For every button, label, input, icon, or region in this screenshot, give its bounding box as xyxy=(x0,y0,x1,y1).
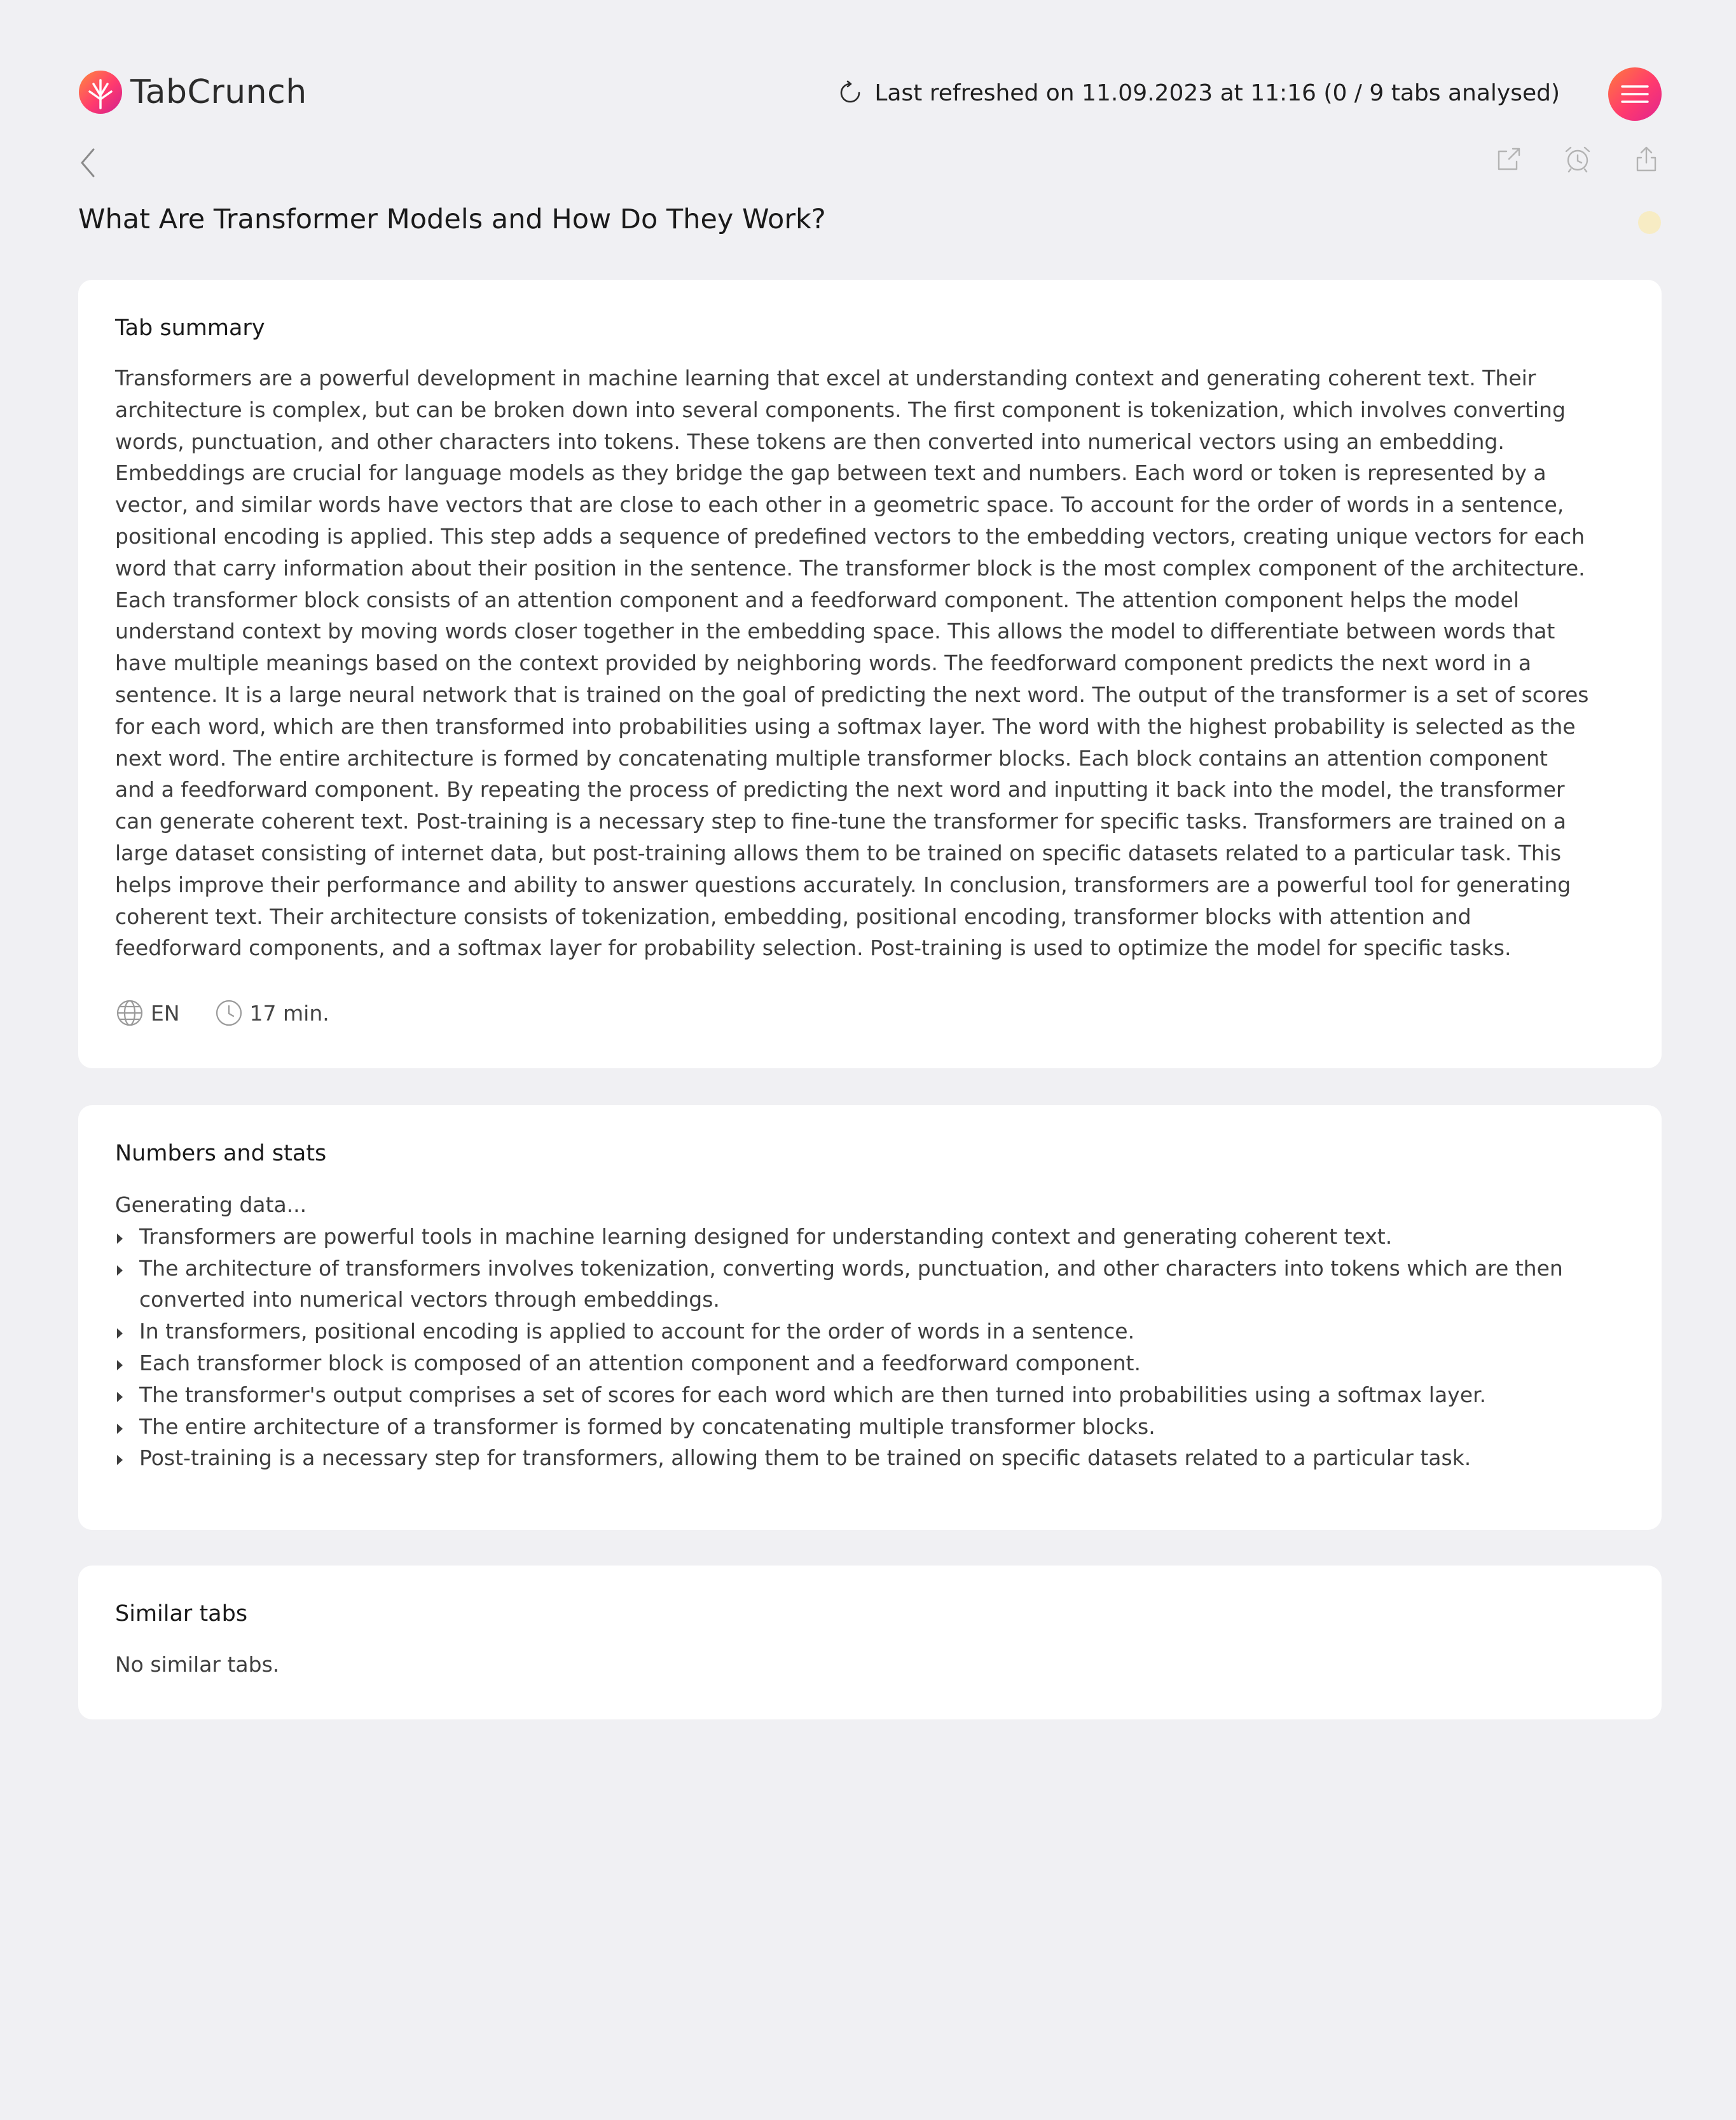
toolbar-actions xyxy=(1494,144,1662,174)
app-logo[interactable] xyxy=(78,70,307,114)
summary-line: positional encoding is applied. This step adds a sequence of predefined vectors to the embedding vectors, creating unique vectors for each xyxy=(115,523,1585,549)
language-indicator xyxy=(115,998,180,1028)
summary-line: can generate coherent text. Post-training is a necessary step to fine-tune the transformer for specific tasks. Transformers are trained on a xyxy=(115,809,1566,834)
summary-line: architecture is complex, but can be broken down into several components. The first component is tokenization, which involves converting xyxy=(115,397,1566,422)
back-arrow-icon xyxy=(78,147,97,179)
share-icon[interactable] xyxy=(1631,144,1662,174)
alarm-clock-icon[interactable] xyxy=(1562,144,1593,174)
summary-line: helps improve their performance and ability to answer questions accurately. In conclusion, transformers are a powerful tool for generating xyxy=(115,872,1571,897)
summary-meta xyxy=(115,998,364,1028)
reading-time-indicator xyxy=(214,998,329,1028)
refresh-status[interactable] xyxy=(836,79,1560,107)
tab-summary-heading: Tab summary xyxy=(115,315,265,341)
language-label: EN xyxy=(151,1000,180,1026)
open-external-icon[interactable] xyxy=(1494,144,1524,174)
stats-list-item: In transformers, positional encoding is applied to account for the order of words in a sentence. xyxy=(115,1316,1629,1347)
numbers-stats-heading: Numbers and stats xyxy=(115,1141,327,1166)
summary-line: Embeddings are crucial for language models as they bridge the gap between text and numbers. Each word or token is represented by a xyxy=(115,460,1547,486)
tab-summary-card xyxy=(78,280,1662,1068)
reading-time-label: 17 min. xyxy=(249,1000,329,1026)
analysis-status-dot xyxy=(1638,211,1661,234)
stats-list-item: Post-training is a necessary step for transformers, allowing them to be trained on specific datasets related to a particular task. xyxy=(115,1442,1629,1474)
tabcrunch-logo-icon xyxy=(78,70,123,114)
summary-line: sentence. It is a large neural network that is trained on the goal of predicting the next word. The output of the transformer is a set of scores xyxy=(115,682,1589,707)
summary-line: words, punctuation, and other characters into tokens. These tokens are then converted into numerical vectors using an embedding. xyxy=(115,429,1505,454)
summary-line: word that carry information about their position in the sentence. The transformer block is the most complex component of the architecture. xyxy=(115,555,1585,581)
generating-status: Generating data... xyxy=(115,1192,307,1217)
clock-icon xyxy=(214,998,244,1028)
summary-line: coherent text. Their architecture consists of tokenization, embedding, positional encoding, transformer blocks with attention and xyxy=(115,904,1471,929)
globe-icon xyxy=(115,998,144,1028)
summary-line: next word. The entire architecture is formed by concatenating multiple transformer blocks. Each block contains an attention component xyxy=(115,745,1548,771)
similar-tabs-empty: No similar tabs. xyxy=(115,1652,280,1677)
summary-line: large dataset consisting of internet data, but post-training allows them to be trained on specific datasets related to a particular task. This xyxy=(115,840,1562,865)
summary-line: Transformers are a powerful development in machine learning that excel at understanding context and generating coherent text. Their xyxy=(115,366,1536,390)
summary-line: for each word, which are then transformed into probabilities using a softmax layer. The word with the highest probability is selected as the xyxy=(115,713,1576,739)
stats-list-item: Each transformer block is composed of an attention component and a feedforward component. xyxy=(115,1347,1629,1379)
summary-line: vector, and similar words have vectors that are close to each other in a geometric space. To account for the order of words in a sentence, xyxy=(115,492,1564,518)
stats-list-item: Transformers are powerful tools in machine learning designed for understanding context and generating coherent text. xyxy=(115,1221,1629,1253)
summary-line: have multiple meanings based on the context provided by neighboring words. The feedforward component predicts the next word in a xyxy=(115,650,1532,676)
detail-toolbar xyxy=(78,144,1662,182)
numbers-stats-card xyxy=(78,1105,1662,1530)
menu-button[interactable] xyxy=(1608,67,1662,121)
summary-line: feedforward components, and a softmax layer for probability selection. Post-training is used to optimize the model for specific tasks. xyxy=(115,935,1512,961)
numbers-stats-body xyxy=(115,1189,1629,1474)
page-title: What Are Transformer Models and How Do They Work? xyxy=(78,203,826,235)
stats-list-item: The entire architecture of a transformer is formed by concatenating multiple transformer blocks. xyxy=(115,1411,1629,1443)
summary-line: and a feedforward component. By repeating the process of predicting the next word and inputting it back into the model, the transformer xyxy=(115,777,1565,802)
stats-list xyxy=(115,1221,1629,1474)
summary-line: understand context by moving words closer together in the embedding space. This allows the model to differentiate between words that xyxy=(115,619,1555,644)
similar-tabs-heading: Similar tabs xyxy=(115,1601,248,1627)
top-bar xyxy=(78,66,1662,125)
refresh-status-text: Last refreshed on 11.09.2023 at 11:16 (0 / 9 tabs analysed) xyxy=(874,79,1560,106)
hamburger-menu-icon xyxy=(1620,81,1650,107)
tab-summary-text xyxy=(115,362,1629,964)
app-name: TabCrunch xyxy=(130,73,307,111)
back-button[interactable] xyxy=(78,144,116,182)
stats-list-item: The transformer's output comprises a set of scores for each word which are then turned into probabilities using a softmax layer. xyxy=(115,1379,1629,1411)
summary-line: Each transformer block consists of an attention component and a feedforward component. The attention component helps the model xyxy=(115,587,1519,612)
refresh-icon[interactable] xyxy=(836,79,864,107)
similar-tabs-card xyxy=(78,1566,1662,1719)
stats-list-item: The architecture of transformers involves tokenization, converting words, punctuation, and other characters into tokens which are then converted into numerical vectors through embeddings. xyxy=(115,1253,1629,1316)
